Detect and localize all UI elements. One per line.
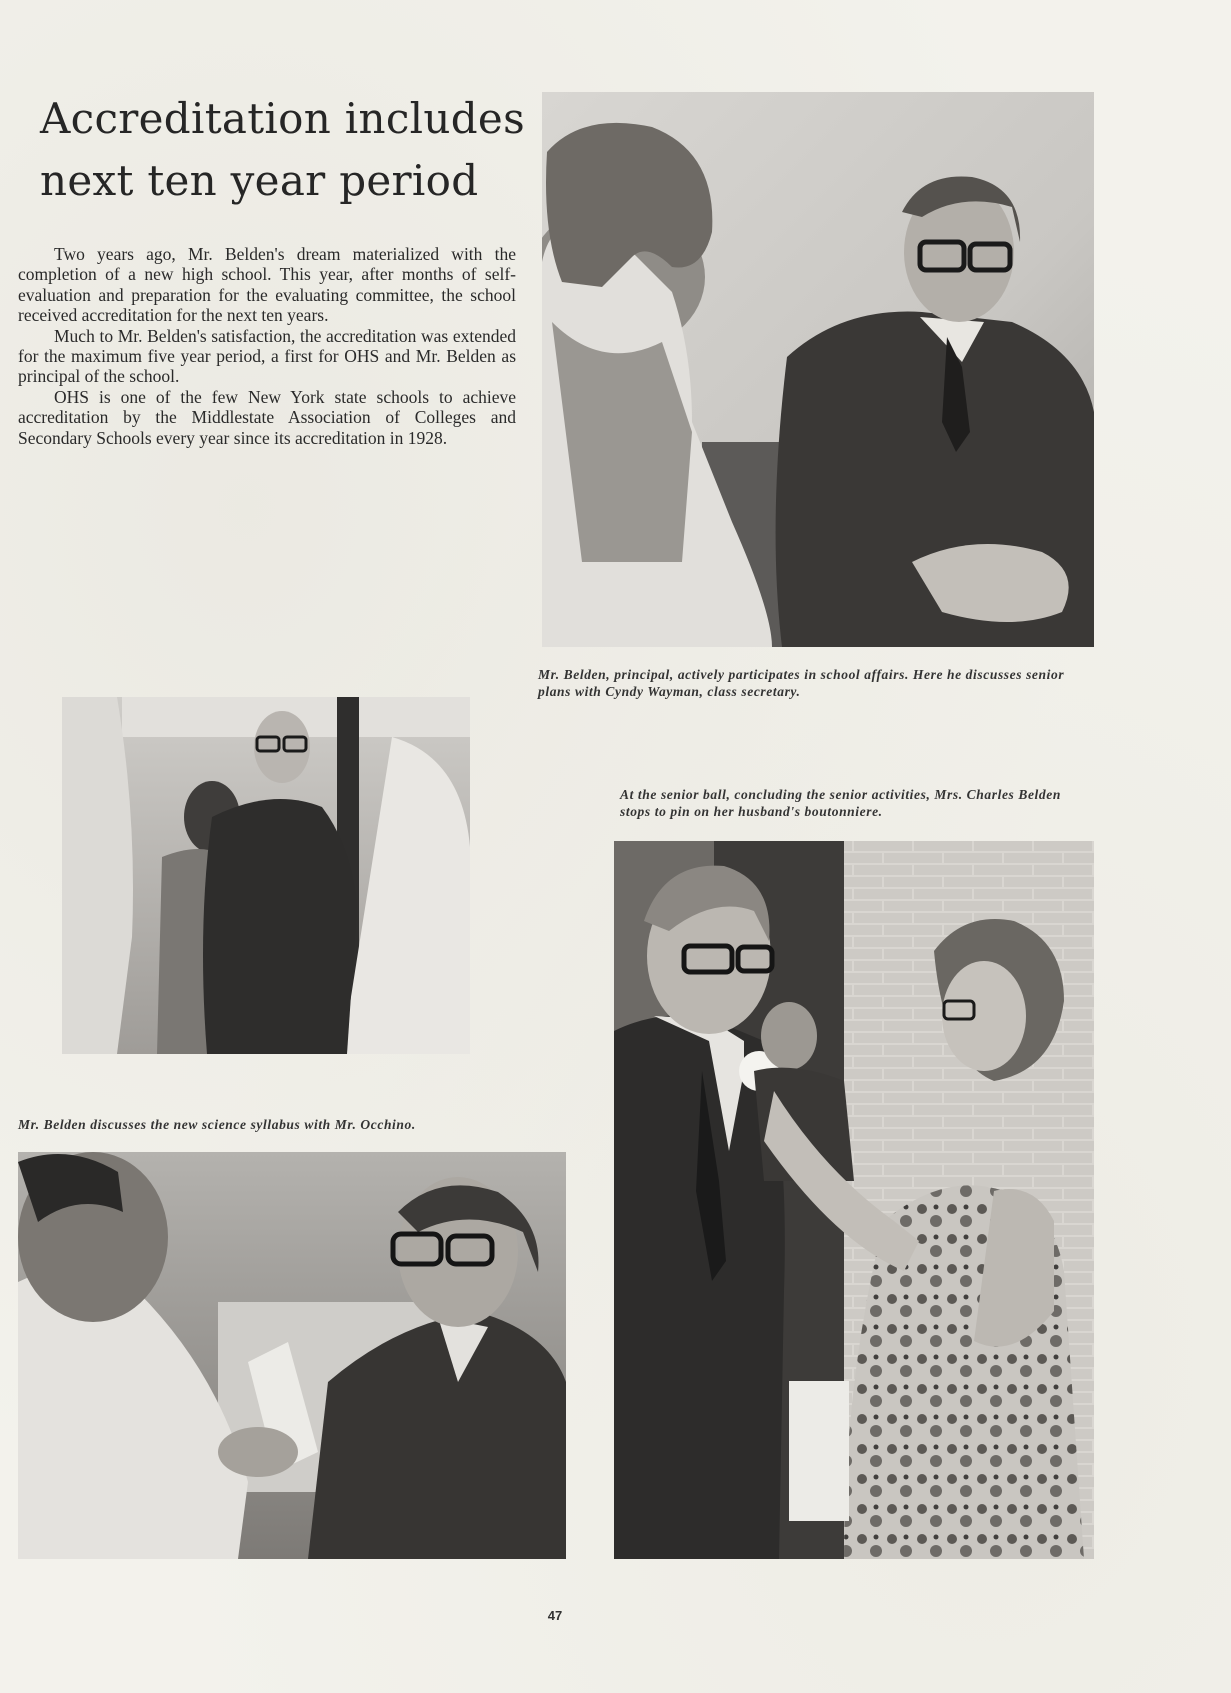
page-number: 47	[547, 1608, 563, 1623]
headline	[40, 88, 525, 212]
headline-line-1: Accreditation includes	[40, 94, 525, 143]
article-body	[18, 244, 516, 448]
photo-science-syllabus	[18, 1152, 566, 1559]
caption-principal-conversation: Mr. Belden, principal, actively participates in school affairs. Here he discusses senior plans with Cyndy Wayman, class secretary.	[538, 667, 1065, 699]
article-paragraph-3: OHS is one of the few New York state schools to achieve accreditation by the Middlestate Association of Colleges and Secondary Schools every year since its accreditation in 1928.	[18, 386, 516, 448]
article-paragraph-1: Two years ago, Mr. Belden's dream materialized with the completion of a new high school. This year, after months of self-evaluation and preparation for the evaluating committee, the school received accreditation for the next ten years.	[18, 244, 516, 326]
photo-senior-ball	[614, 841, 1094, 1559]
photo-principal-conversation-image	[542, 92, 1094, 647]
photo-principal-conversation	[542, 92, 1094, 647]
article-paragraph-2: Much to Mr. Belden's satisfaction, the accreditation was extended for the maximum five year period, a first for OHS and Mr. Belden as principal of the school.	[18, 325, 516, 387]
photo-science-syllabus-image	[18, 1152, 566, 1559]
caption-hallway: Mr. Belden discusses the new science syllabus with Mr. Occhino.	[18, 1117, 416, 1132]
photo-senior-ball-image	[614, 841, 1094, 1559]
photo-hallway	[62, 697, 470, 1054]
headline-line-2: next ten year period	[40, 156, 479, 205]
caption-senior-ball: At the senior ball, concluding the senior activities, Mrs. Charles Belden stops to pin on her husband's boutonniere.	[620, 787, 1061, 819]
photo-hallway-image	[62, 697, 470, 1054]
